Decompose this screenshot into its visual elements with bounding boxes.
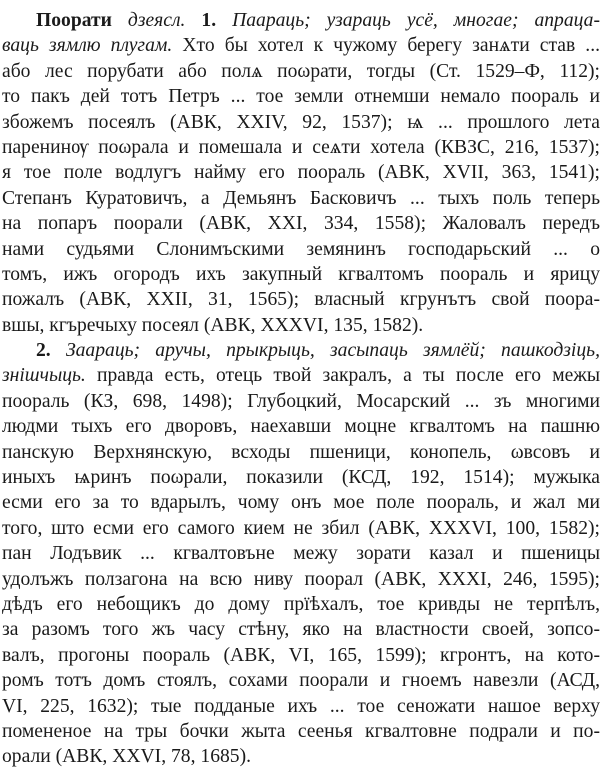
gloss-line: Заараць; аручы, прыкрыць, засыпаць зямлёй; пашкодзіць,: [65, 340, 600, 362]
entry-line: панскую Верхнянскую, всходы пшеници, конопель, ωвсовъ и: [2, 441, 600, 463]
quotation-text: Хто бы хотел к чужому берегу занѧти став ...: [172, 35, 600, 57]
quotation-text: правда есть, отець твой закралъ, а ты после его межы: [85, 365, 600, 387]
entry-line: збожемъ посеялъ (АВК, XXIV, 92, 1537); ѩ ... прошлого лета: [2, 111, 600, 133]
entry-line: паренинѹ поωрала и помешала и сеѧти хотела (КВЗС, 216, 1537);: [2, 136, 600, 158]
sense-2-paragraph: [2, 338, 600, 770]
entry-line: або лес порубати або полѧ поωрати, тогды (Ст. 1529–Ф, 112);: [2, 60, 600, 82]
entry-line: людми тыхъ его дворовъ, наехавши моцне кгвалтомъ на пашню: [2, 416, 600, 438]
gloss-line: Паараць; узараць усё, многае; апраца-: [232, 10, 600, 31]
entry-line: томъ, ижъ огородъ ихъ закупный кгвалтомъ поораль и ярицу: [2, 263, 600, 285]
entry-line-1: [2, 8, 600, 33]
entry-line: за разомъ того жъ часу стѣну, яко на властности своей, зопсо-: [2, 619, 600, 641]
entry-line: я тое поле водлугъ найму его поораль (АВК, XVII, 363, 1541);: [2, 162, 600, 184]
entry-line: есми его за то вдарылъ, чому онъ мое поле поораль, и жал ми: [2, 492, 600, 514]
entry-line: валъ, прогоны поораль (АВК, VI, 165, 1599); кгронтъ, на кото-: [2, 644, 600, 666]
entry-line: орали (АВК, XXVI, 78, 1685).: [2, 746, 252, 768]
entry-line: ромъ тотъ домъ стоялъ, сохами поорали и гноемъ навезли (АСД,: [2, 670, 600, 692]
entry-line: поораль (КЗ, 698, 1498); Глубоцкий, Мосарский ... зъ многими: [2, 390, 600, 412]
entry-line: помененое на тры бочки жыта сеенья кгвалтовне подрали и по-: [2, 720, 600, 742]
entry-line: на попаръ поорали (АВК, XXI, 334, 1558); Жаловалъ передъ: [2, 213, 600, 235]
entry-line: [2, 338, 600, 363]
sense-number-2: 2.: [36, 340, 51, 362]
entry-line: того, што есми его самого кием не збил (АВК, XXXVI, 100, 1582);: [2, 517, 600, 539]
part-of-speech: дзеясл.: [127, 10, 186, 31]
entry-line: нами судьями Слонимъскими земянинъ господарьский ... о: [2, 238, 600, 260]
sense-1-paragraph: [2, 8, 600, 338]
gloss-line: ваць зямлю плугам.: [2, 35, 173, 57]
entry-line: иныхъ ѩринъ поωрали, показили (КСД, 192, 1514); мужыка: [2, 467, 600, 489]
gloss-line: знішчыць.: [2, 365, 86, 387]
entry-line: пожалъ (АВК, XXII, 31, 1565); власный кгрунътъ свой поора-: [2, 289, 600, 311]
entry-line: удолъжъ ползагона на всю ниву поорал (АВК, XXXI, 246, 1595);: [2, 568, 600, 590]
entry-line: то пакъ дей тотъ Петръ ... тое земли отнемши немало поораль и: [2, 86, 600, 108]
sense-number-1: 1.: [201, 10, 217, 31]
entry-line: VI, 225, 1632); тые подданые ихъ ... тое сеножати нашое верху: [2, 695, 600, 717]
entry-line: дѣдъ его небощикъ до дому прїѣхалъ, тое кривды не терпѣлъ,: [2, 593, 600, 615]
entry-line: Степанъ Куратовичъ, а Демьянъ Басковичъ ... тыхъ поль теперь: [2, 187, 600, 209]
entry-line: [2, 33, 600, 58]
entry-line: вшы, кгъречыху посеял (АВК, XXXVI, 135, 1582).: [2, 314, 424, 336]
headword: Поорати: [36, 10, 112, 31]
entry-line: пан Лодъвик ... кгвалтовъне межу зорати казал и пшеницы: [2, 543, 600, 565]
entry-line: [2, 363, 600, 388]
